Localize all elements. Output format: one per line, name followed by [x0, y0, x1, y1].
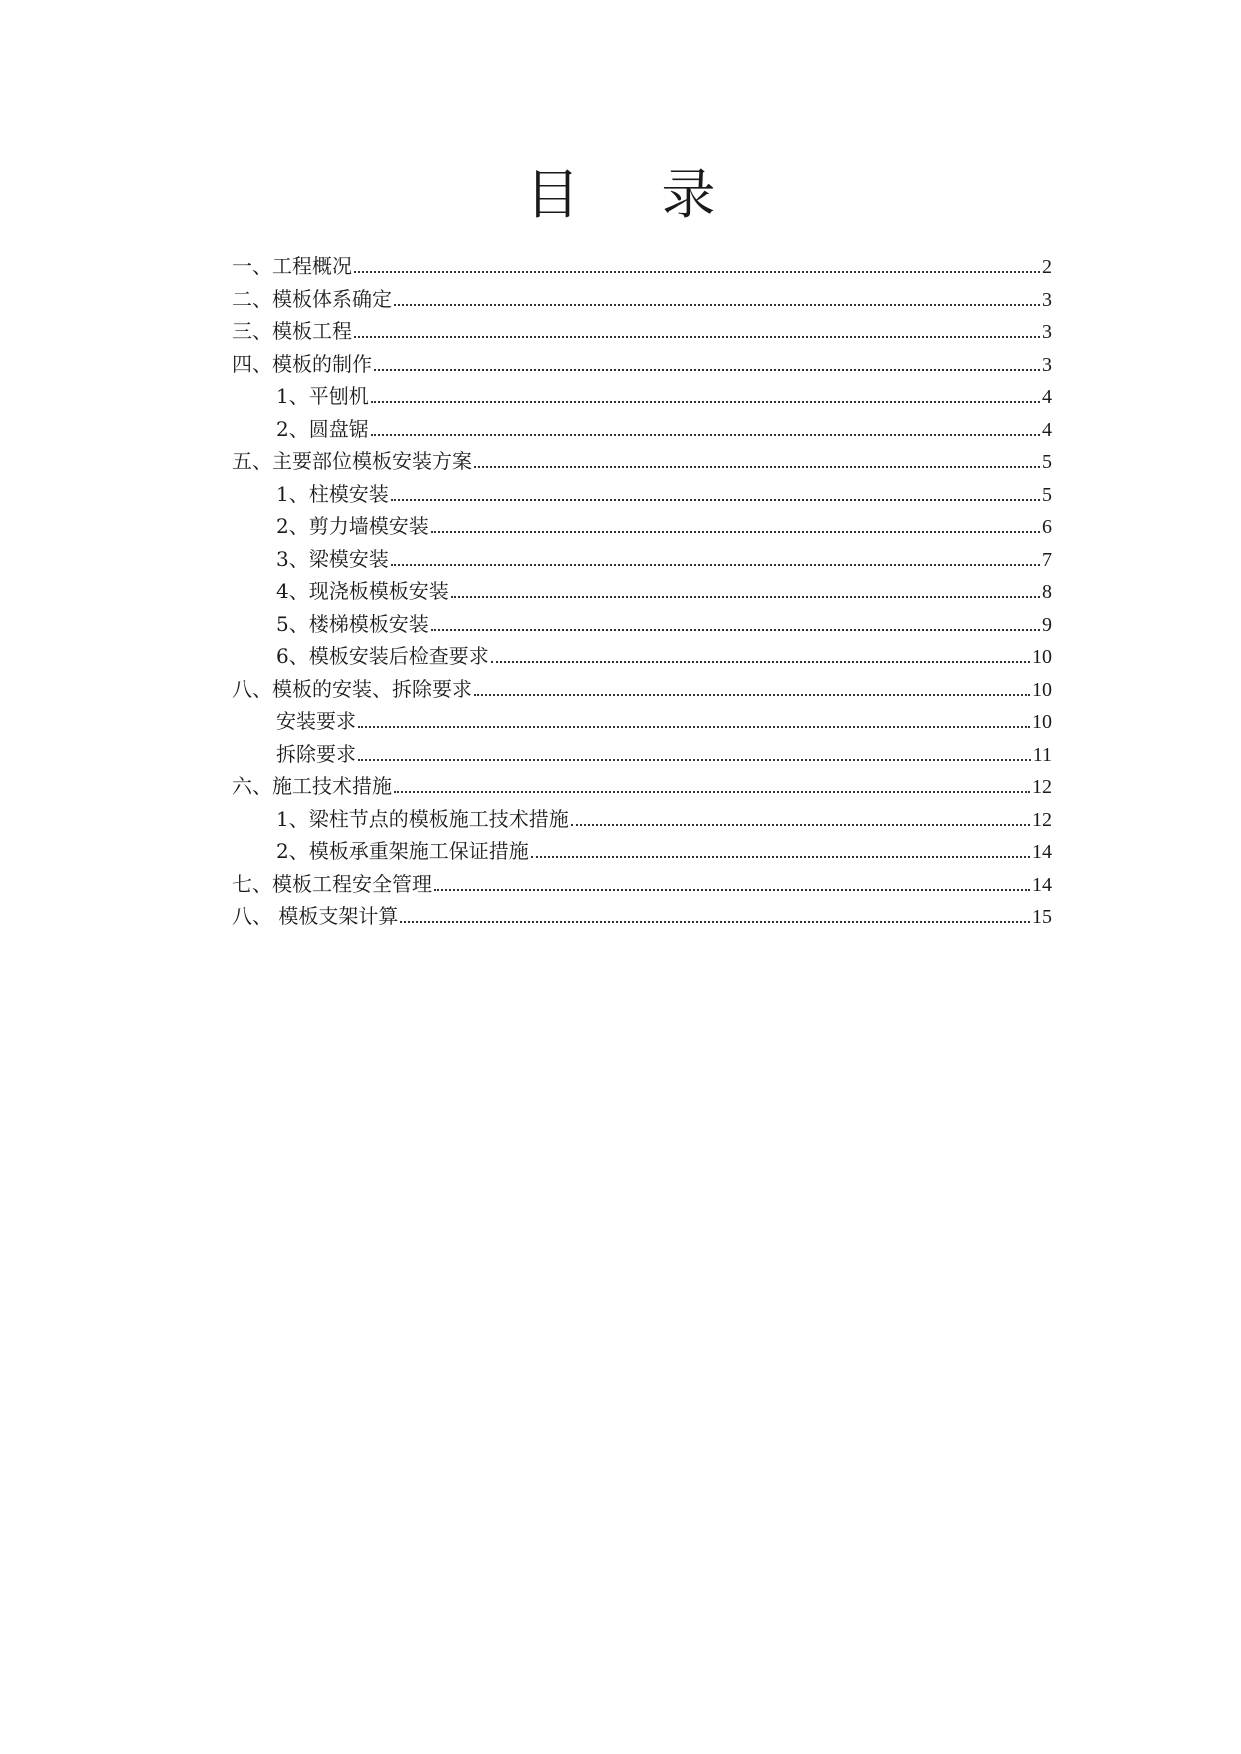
- table-of-contents: [232, 250, 1052, 933]
- toc-entry[interactable]: [232, 835, 1052, 868]
- toc-entry[interactable]: [232, 380, 1052, 413]
- dot-leader: [531, 838, 1030, 858]
- toc-entry-page-number: 5: [1042, 451, 1052, 473]
- toc-entry[interactable]: [232, 640, 1052, 673]
- toc-entry[interactable]: [232, 705, 1052, 738]
- dot-leader: [358, 741, 1031, 761]
- toc-entry[interactable]: [232, 348, 1052, 381]
- toc-entry-label: 一、工程概况: [232, 254, 352, 278]
- toc-entry-page-number: 2: [1042, 256, 1052, 278]
- toc-entry-page-number: 10: [1032, 646, 1052, 668]
- toc-entry[interactable]: [232, 283, 1052, 316]
- toc-entry-label: 2、剪力墙模安装: [276, 514, 429, 538]
- dot-leader: [571, 806, 1030, 826]
- toc-entry-label: 1、梁柱节点的模板施工技术措施: [276, 806, 569, 831]
- toc-entry-label: 4、现浇板模板安装: [276, 579, 449, 603]
- toc-entry-label: 3、梁模安装: [276, 546, 389, 571]
- toc-entry-page-number: 14: [1032, 841, 1052, 863]
- toc-entry-page-number: 4: [1042, 418, 1052, 441]
- toc-entry-page-number: 10: [1032, 711, 1052, 733]
- toc-entry-page-number: 5: [1042, 483, 1052, 506]
- dot-leader: [400, 903, 1030, 923]
- toc-entry[interactable]: [232, 868, 1052, 901]
- toc-entry-page-number: 9: [1042, 613, 1052, 636]
- toc-entry[interactable]: [232, 543, 1052, 576]
- toc-entry-label: 六、施工技术措施: [232, 774, 392, 798]
- toc-entry-label: 五、主要部位模板安装方案: [232, 449, 472, 473]
- toc-entry-label: 四、模板的制作: [232, 351, 372, 376]
- dot-leader: [371, 416, 1040, 436]
- dot-leader: [358, 708, 1030, 728]
- toc-entry[interactable]: [232, 478, 1052, 511]
- toc-entry[interactable]: [232, 413, 1052, 446]
- toc-entry-label: 安装要求: [276, 709, 356, 733]
- dot-leader: [371, 383, 1040, 403]
- page-title: 目录: [525, 163, 798, 226]
- dot-leader: [491, 643, 1030, 663]
- toc-entry-page-number: 15: [1032, 906, 1052, 928]
- toc-entry-label: 2、模板承重架施工保证措施: [276, 839, 529, 863]
- toc-entry-label: 1、平刨机: [276, 384, 369, 408]
- toc-entry-label: 二、模板体系确定: [232, 286, 392, 311]
- dot-leader: [391, 481, 1040, 501]
- toc-entry-page-number: 7: [1042, 548, 1052, 571]
- toc-entry-page-number: 4: [1042, 386, 1052, 408]
- toc-entry[interactable]: [232, 510, 1052, 543]
- toc-entry[interactable]: [232, 900, 1052, 933]
- dot-leader: [391, 546, 1040, 566]
- toc-entry-page-number: 3: [1042, 321, 1052, 343]
- dot-leader: [474, 448, 1040, 468]
- toc-entry-label: 三、模板工程: [232, 319, 352, 343]
- toc-entry-label: 八、模板的安装、拆除要求: [232, 676, 472, 701]
- toc-entry-label: 6、模板安装后检查要求: [276, 644, 489, 668]
- dot-leader: [434, 871, 1030, 891]
- toc-entry[interactable]: [232, 673, 1052, 706]
- dot-leader: [394, 286, 1040, 306]
- toc-entry-page-number: 10: [1032, 678, 1052, 701]
- toc-entry[interactable]: [232, 445, 1052, 478]
- dot-leader: [474, 676, 1030, 696]
- toc-entry-label: 1、柱模安装: [276, 481, 389, 506]
- toc-entry-page-number: 3: [1042, 353, 1052, 376]
- toc-entry[interactable]: [232, 608, 1052, 641]
- toc-entry-page-number: 8: [1042, 581, 1052, 603]
- toc-entry[interactable]: [232, 803, 1052, 836]
- toc-entry-page-number: 14: [1032, 873, 1052, 896]
- toc-entry[interactable]: [232, 575, 1052, 608]
- toc-entry-label: 八、 模板支架计算: [232, 904, 399, 928]
- toc-entry-label: 拆除要求: [276, 741, 356, 766]
- toc-entry-label: 5、楼梯模板安装: [276, 611, 429, 636]
- dot-leader: [394, 773, 1030, 793]
- toc-entry[interactable]: [232, 770, 1052, 803]
- toc-entry-label: 2、圆盘锯: [276, 416, 369, 441]
- toc-entry[interactable]: [232, 250, 1052, 283]
- dot-leader: [451, 578, 1040, 598]
- toc-entry-page-number: 3: [1042, 288, 1052, 311]
- toc-entry[interactable]: [232, 738, 1052, 771]
- dot-leader: [374, 351, 1040, 371]
- toc-entry-page-number: 11: [1032, 743, 1052, 766]
- toc-entry-label: 七、模板工程安全管理: [232, 871, 432, 896]
- dot-leader: [354, 253, 1040, 273]
- dot-leader: [431, 513, 1040, 533]
- dot-leader: [354, 318, 1040, 338]
- dot-leader: [431, 611, 1040, 631]
- toc-entry[interactable]: [232, 315, 1052, 348]
- toc-entry-page-number: 12: [1032, 776, 1052, 798]
- toc-entry-page-number: 6: [1042, 516, 1052, 538]
- toc-entry-page-number: 12: [1032, 808, 1052, 831]
